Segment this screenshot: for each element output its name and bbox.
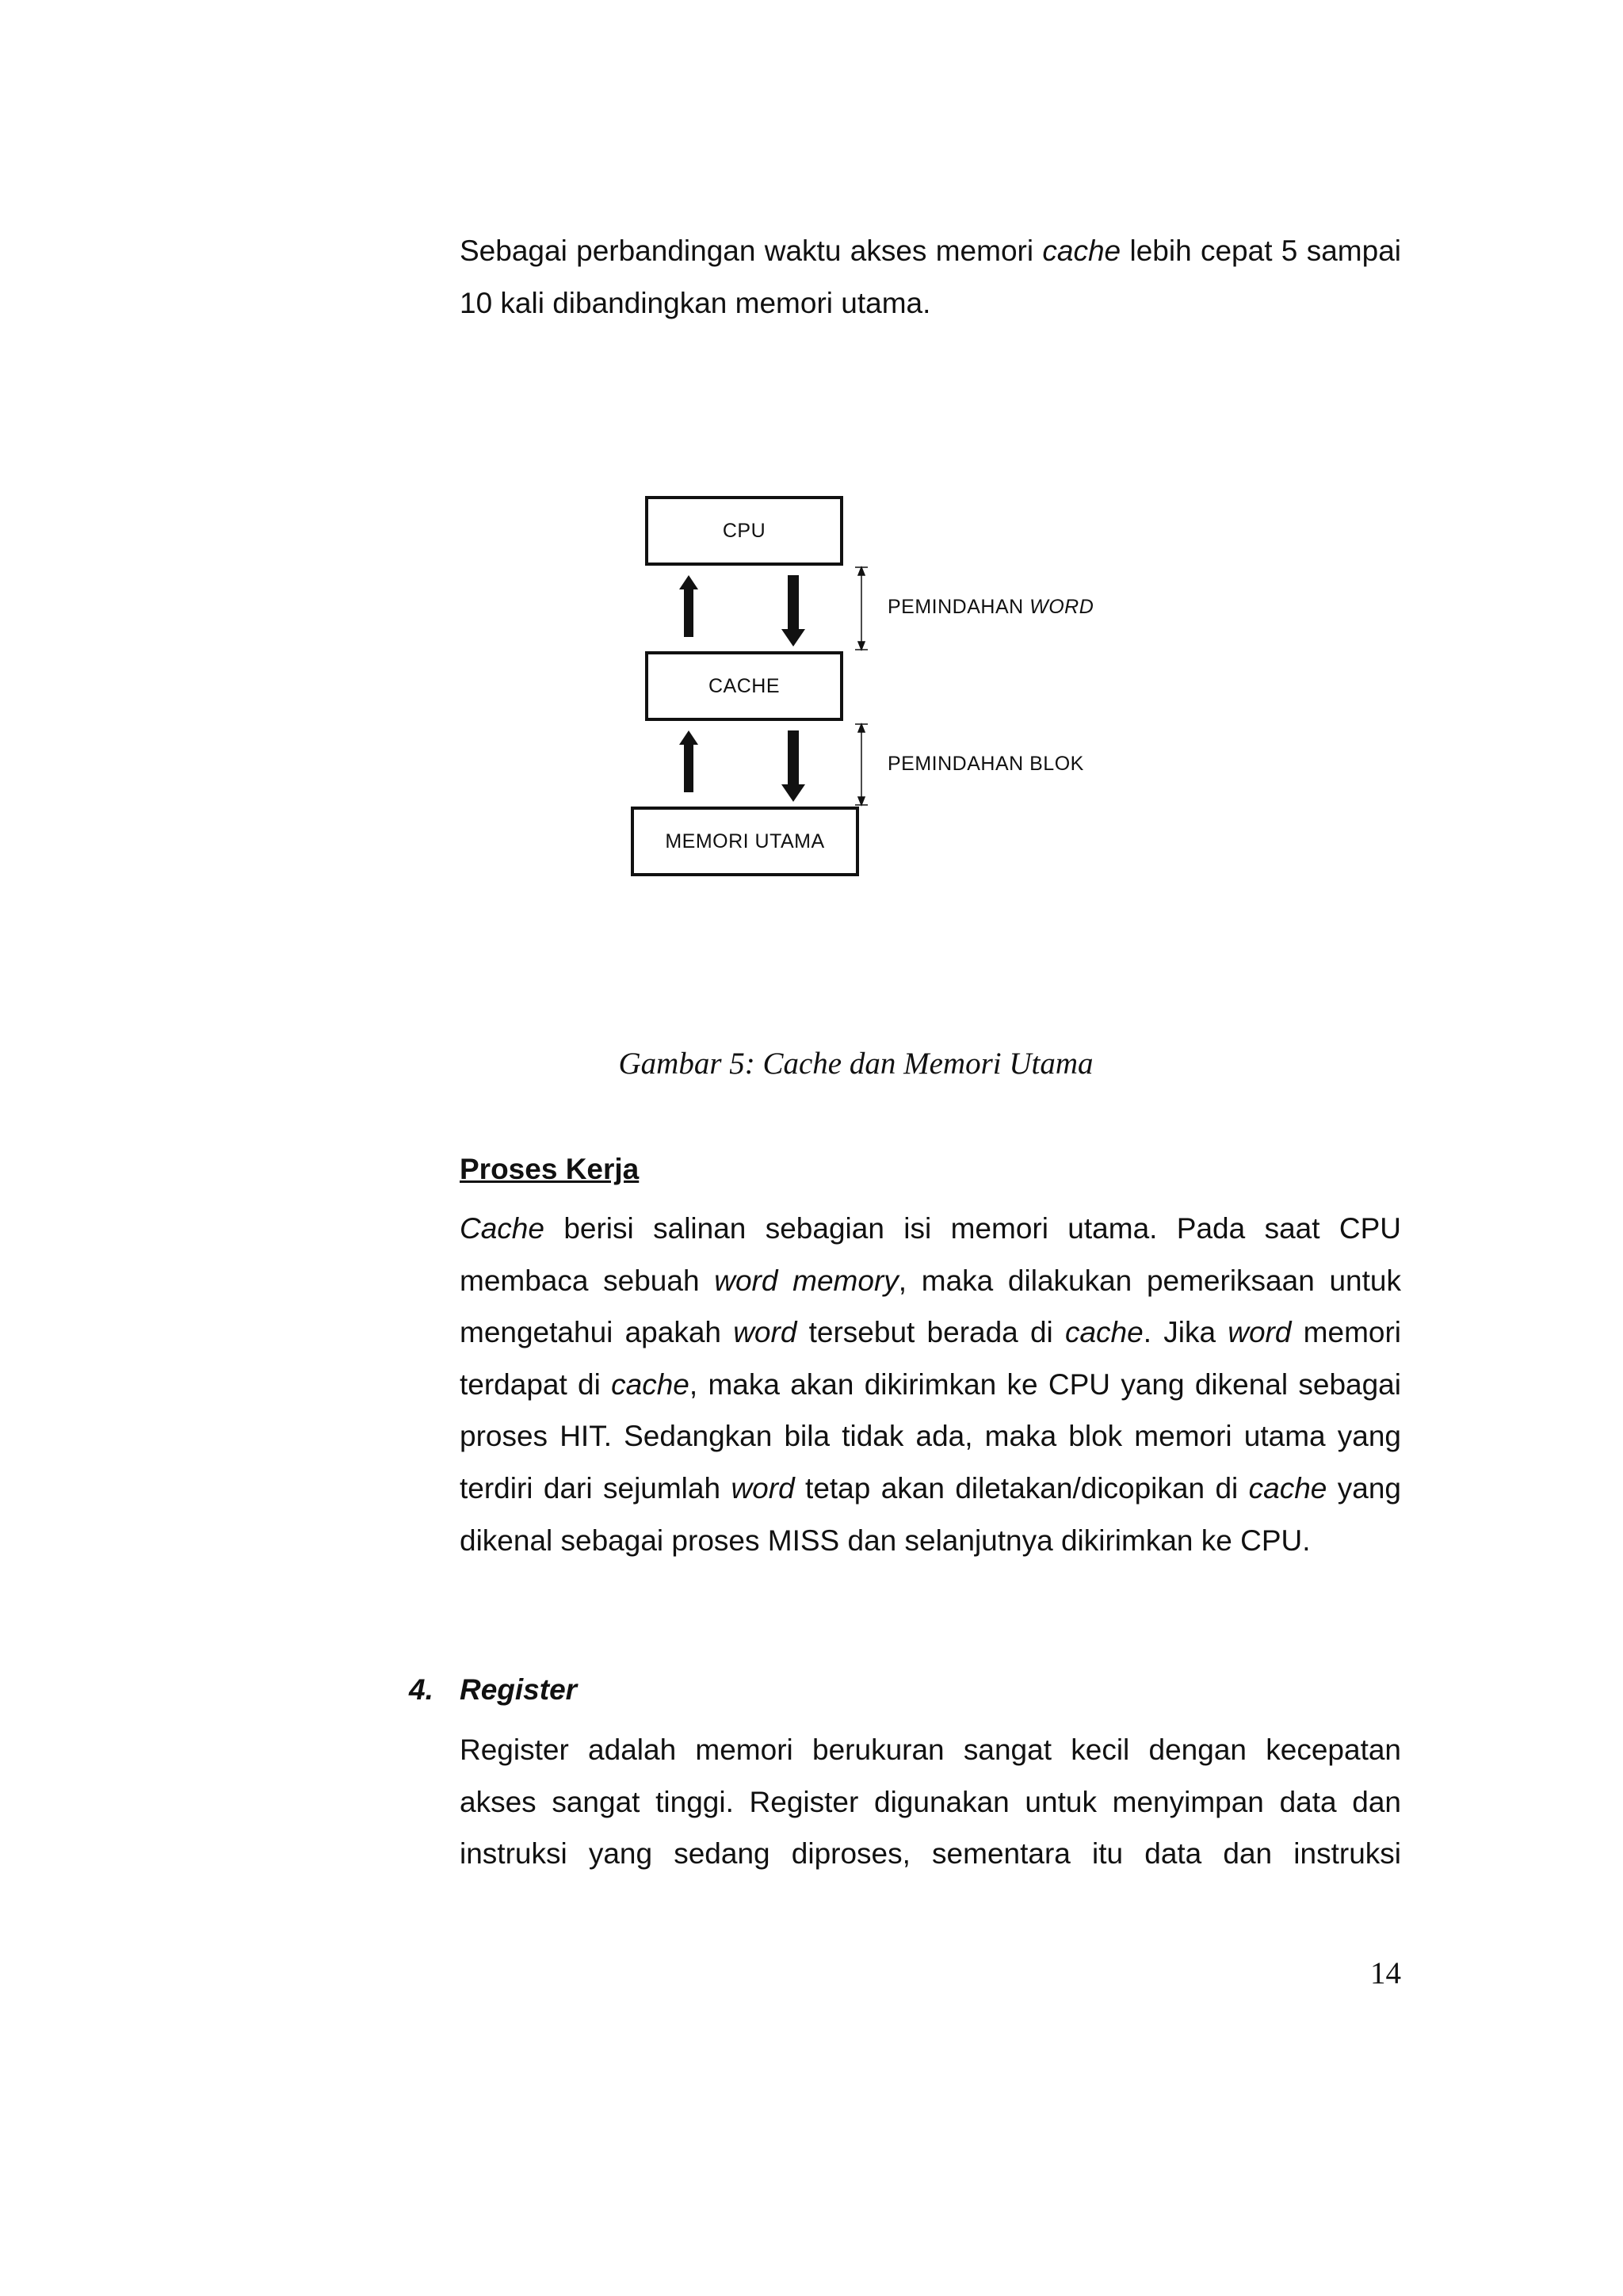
text-run: yang dikenal sebagai proses MISS dan selanjutnya dikirimkan ke CPU. <box>460 1471 1401 1557</box>
term-word: word <box>1228 1316 1292 1349</box>
term-cache: Cache <box>460 1212 544 1245</box>
text-run: tetap akan diletakan/dicopikan di <box>794 1471 1249 1505</box>
word-transfer-prefix: PEMINDAHAN <box>888 596 1030 618</box>
block-transfer-label: PEMINDAHAN BLOK <box>888 753 1084 775</box>
term-cache: cache <box>1064 1316 1144 1349</box>
word-transfer-bracket <box>855 567 868 650</box>
word-transfer-label <box>888 596 1094 619</box>
block-transfer-bracket <box>855 724 868 805</box>
proses-kerja-heading: Proses Kerja <box>460 1153 640 1185</box>
proses-kerja-paragraph <box>460 1203 1401 1566</box>
cache-label: CACHE <box>708 674 780 697</box>
term-cache: cache <box>611 1367 689 1401</box>
down-arrow-cpu-to-cache <box>781 575 805 646</box>
page-number: 14 <box>1370 1956 1401 1990</box>
text-run: , maka akan dikirimkan ke CPU yang dikenal sebagai proses HIT. Sedangkan bila tidak ada, maka blok memori utama yang terdiri dari sejumlah <box>460 1367 1401 1505</box>
text-run: memori terdapat di <box>460 1316 1402 1401</box>
register-section-number: 4. <box>409 1673 433 1706</box>
term-cache: cache <box>1248 1471 1327 1505</box>
cpu-label: CPU <box>722 519 766 542</box>
term-word-memory: word memory <box>714 1264 899 1297</box>
main-memory-label: MEMORI UTAMA <box>665 830 825 852</box>
text-run: berisi salinan sebagian isi memori utama. Pada saat CPU membaca sebuah <box>460 1212 1401 1297</box>
text-run: . Jika <box>1143 1316 1228 1349</box>
text-run: , maka dilakukan pemeriksaan untuk mengetahui apakah <box>460 1264 1401 1349</box>
cpu-box <box>645 496 843 566</box>
register-heading: Register <box>460 1673 578 1706</box>
intro-text-2: lebih cepat 5 sampai 10 kali dibandingkan memori utama. <box>460 235 1401 319</box>
register-paragraph <box>460 1724 1401 1880</box>
intro-text-1: Sebagai perbandingan waktu akses memori <box>460 235 1043 267</box>
main-memory-box <box>631 807 859 876</box>
cache-box <box>645 651 843 721</box>
term-word: word <box>733 1316 797 1349</box>
down-arrow-cache-to-memory <box>781 730 805 802</box>
word-transfer-word: WORD <box>1029 596 1094 618</box>
intro-cache-term: cache <box>1042 235 1121 267</box>
up-arrow-memory-to-cache <box>679 730 698 792</box>
text-run: tersebut berada di <box>796 1316 1065 1349</box>
up-arrow-cache-to-cpu <box>679 575 698 637</box>
figure-caption: Gambar 5: Cache dan Memori Utama <box>618 1047 1094 1081</box>
intro-paragraph <box>460 225 1401 329</box>
term-word: word <box>731 1471 795 1505</box>
register-text: Register adalah memori berukuran sangat kecil dengan kecepatan akses sangat tinggi. Register digunakan untuk menyimpan data dan instruksi yang sedang diproses, sementara itu data dan instruksi <box>460 1733 1401 1871</box>
